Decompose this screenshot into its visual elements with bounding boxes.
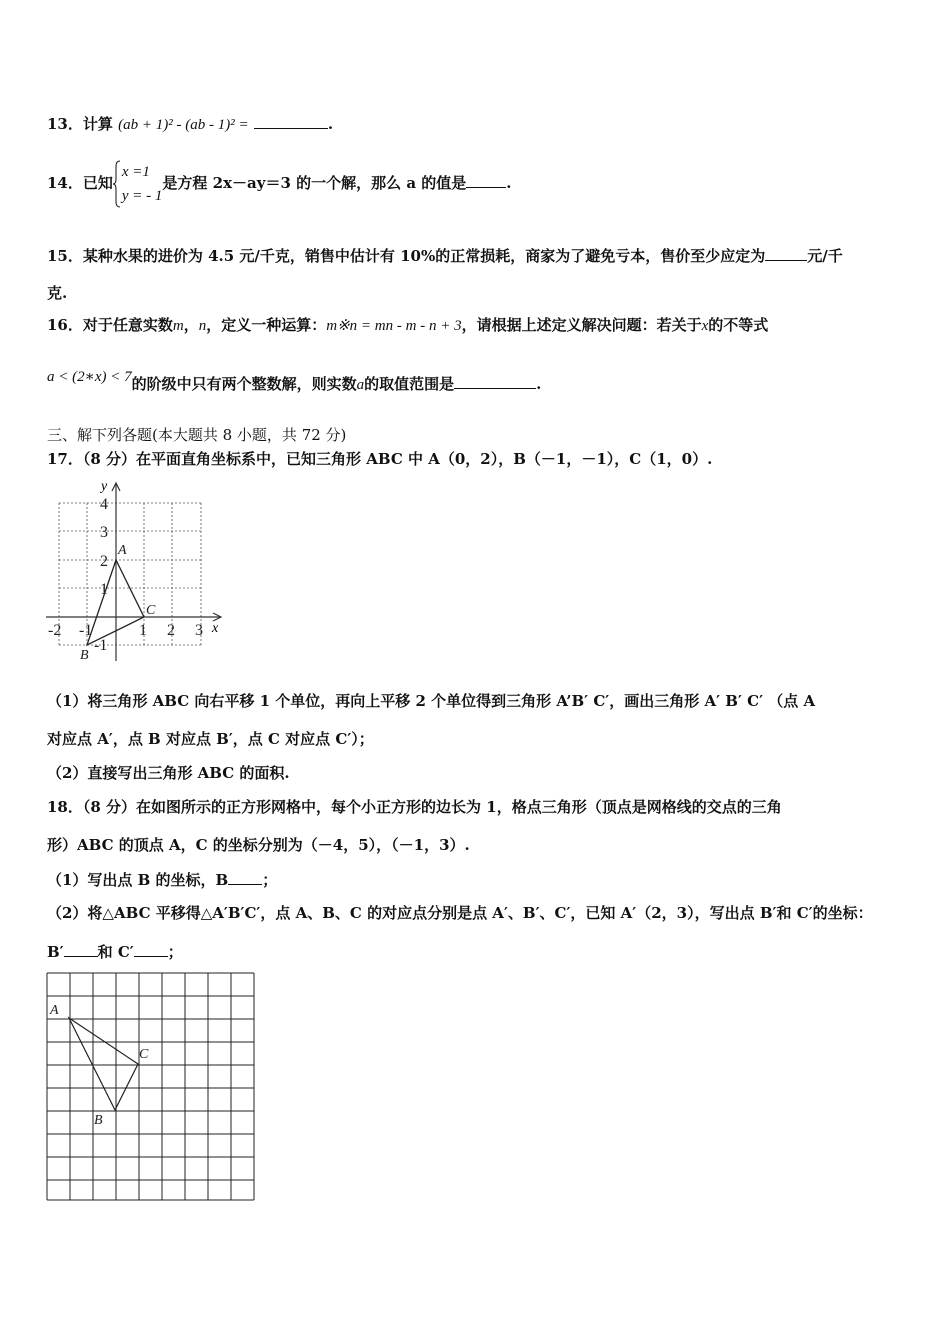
q18-part-1-text: （1）写出点 B 的坐标，B	[47, 871, 229, 889]
q18-part-1-end: ；	[262, 871, 278, 889]
answer-blank[interactable]	[134, 940, 168, 957]
q13-label: 计算	[82, 115, 113, 133]
x-tick: -1	[79, 622, 93, 639]
answer-blank[interactable]	[64, 940, 98, 957]
q18-part-1	[47, 868, 277, 891]
q18-part-2-text: （2）将△ABC 平移得△A′B′C′，点 A、B、C 的对应点分别是点 A′、B′、C′，已知 A′（2，3），写出点 B′和 C′的坐标：	[47, 904, 873, 922]
answer-blank[interactable]	[466, 171, 506, 188]
q16-end: .	[536, 375, 542, 393]
question-15-cont	[47, 282, 67, 304]
question-14	[47, 160, 512, 208]
q17-part-2	[47, 762, 290, 784]
q15-unit: 元/千	[807, 247, 843, 265]
operation-definition: m※n = mn - m - n + 3	[326, 318, 462, 334]
q16-text: 对于任意实数	[82, 316, 173, 334]
vertex-b-label: B	[94, 1113, 103, 1128]
left-brace-icon	[113, 160, 121, 208]
var-n: n	[198, 318, 207, 334]
q18-part-2	[47, 902, 873, 924]
inequality: a < (2∗x) < 7	[47, 369, 132, 385]
q18-part-2-text: B′	[47, 943, 64, 961]
vertex-a-label: A	[118, 543, 127, 558]
section-heading	[47, 424, 346, 446]
var-a: a	[356, 377, 365, 393]
q17-stem: 17．（8 分）在平面直角坐标系中，已知三角形 ABC 中 A（0，2），B（－1，－1），C（1，0）.	[47, 450, 713, 468]
q13-number: 13．	[47, 115, 83, 133]
x-tick: -2	[48, 622, 62, 639]
q16-sep: ，	[183, 316, 199, 334]
y-tick: -1	[94, 637, 108, 654]
grid-lines	[47, 973, 254, 1200]
answer-blank[interactable]	[254, 112, 328, 129]
triangle-abc	[69, 1018, 138, 1110]
q16-text: 的阶级中只有两个整数解，则实数	[131, 375, 357, 393]
y-tick: 4	[100, 496, 108, 513]
q18-stem: 18．（8 分）在如图所示的正方形网格中，每个小正方形的边长为 1，格点三角形（顶点是网格线的交点的三角	[47, 798, 782, 816]
question-16-cont	[47, 369, 542, 396]
vertex-c-label: C	[139, 1047, 149, 1062]
vertex-c-label: C	[146, 603, 156, 618]
q13-end: .	[327, 115, 334, 133]
square-grid-figure	[46, 972, 274, 1202]
q17-part-1-cont	[47, 728, 374, 750]
q14-label: 已知	[82, 174, 113, 192]
answer-blank[interactable]	[228, 868, 262, 885]
y-tick: 2	[100, 553, 108, 570]
vertex-b-label: B	[80, 648, 89, 663]
q14-number: 14．	[47, 174, 83, 192]
q13-expression: (ab + 1)² - (ab - 1)² =	[118, 117, 249, 133]
question-17	[47, 448, 712, 470]
y-tick: 1	[100, 581, 108, 598]
q16-number: 16．	[47, 316, 83, 334]
q17-part-1-text: 对应点 A′，点 B 对应点 B′，点 C 对应点 C′）；	[47, 730, 374, 748]
q15-line2: 克.	[47, 284, 68, 302]
q16-text: ，请根据上述定义解决问题：若关于	[461, 316, 702, 334]
system-row-1: x =1	[121, 164, 150, 180]
q16-text: ，定义一种运算：	[206, 316, 327, 334]
q18-part-2-end: ；	[167, 943, 183, 961]
q14-end: .	[506, 174, 512, 192]
q18-stem: 形）ABC 的顶点 A，C 的坐标分别为（－4，5），（－1，3）.	[47, 836, 470, 854]
q17-part-2-text: （2）直接写出三角形 ABC 的面积.	[47, 764, 290, 782]
coordinate-graph	[44, 476, 230, 666]
q15-line1: 15．某种水果的进价为 4.5 元/千克，销售中估计有 10%的正常损耗，商家为了避免亏本，售价至少应定为	[47, 247, 766, 265]
q16-text: 的不等式	[708, 316, 769, 334]
question-18-cont	[47, 834, 470, 856]
x-tick: 3	[195, 622, 203, 639]
y-axis-label: y	[101, 479, 108, 494]
y-tick: 3	[100, 524, 108, 541]
system-row-2: y = - 1	[121, 188, 163, 204]
question-16	[47, 314, 768, 337]
answer-blank[interactable]	[454, 372, 536, 389]
question-18	[47, 796, 782, 818]
q16-text: 的取值范围是	[364, 375, 455, 393]
x-tick: 1	[139, 622, 147, 639]
x-axis-label: x	[212, 621, 219, 636]
answer-blank[interactable]	[765, 244, 807, 261]
var-x: x	[701, 318, 709, 334]
q18-part-2-cont	[47, 940, 183, 963]
question-13	[47, 112, 333, 136]
question-15	[47, 244, 843, 267]
section-title: 三、解下列各题(本大题共 8 小题，共 72 分)	[47, 426, 347, 444]
q14-text: 是方程 2x－ay＝3 的一个解，那么 a 的值是	[162, 174, 467, 192]
var-m: m	[172, 318, 184, 334]
q17-part-1-text: （1）将三角形 ABC 向右平移 1 个单位，再向上平移 2 个单位得到三角形 A’B′ C′，画出三角形 A′ B′ C′ （点 A	[47, 692, 816, 710]
equation-system	[113, 160, 163, 208]
q18-part-2-text: 和 C′	[97, 943, 134, 961]
x-tick: 2	[167, 622, 175, 639]
vertex-a-label: A	[50, 1003, 59, 1018]
q17-part-1	[47, 690, 815, 712]
